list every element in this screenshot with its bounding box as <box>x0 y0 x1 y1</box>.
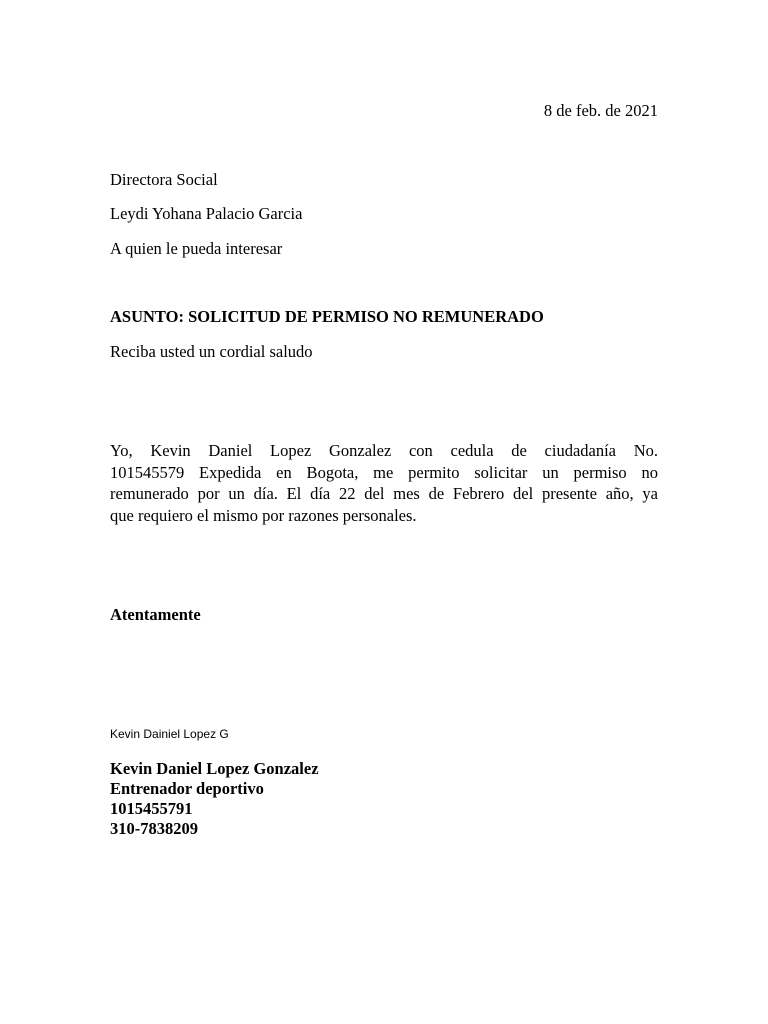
recipient-greeting: A quien le pueda interesar <box>110 239 283 258</box>
sender-name: Kevin Daniel Lopez Gonzalez <box>110 759 319 778</box>
body-line: Yo, Kevin Daniel Lopez Gonzalez con cedula de ciudadanía No. <box>110 441 658 460</box>
sender-id-number: 1015455791 <box>110 799 193 818</box>
body-line: que requiero el mismo por razones personales. <box>110 505 417 525</box>
letter-salutation: Reciba usted un cordial saludo <box>110 342 313 361</box>
letter-subject: ASUNTO: SOLICITUD DE PERMISO NO REMUNERADO <box>110 307 544 326</box>
recipient-title: Directora Social <box>110 170 218 189</box>
body-line: 101545579 Expedida en Bogota, me permito solicitar un permiso no <box>110 462 658 482</box>
letter-closing: Atentamente <box>110 605 201 624</box>
signature: Kevin Dainiel Lopez G <box>110 727 229 741</box>
recipient-name: Leydi Yohana Palacio Garcia <box>110 204 303 223</box>
letter-date: 8 de feb. de 2021 <box>543 101 658 120</box>
sender-block <box>110 759 319 839</box>
sender-role: Entrenador deportivo <box>110 779 264 798</box>
letter-body <box>110 440 658 526</box>
body-line: remunerado por un día. El día 22 del mes de Febrero del presente año, ya <box>110 484 658 503</box>
sender-phone: 310-7838209 <box>110 819 198 838</box>
